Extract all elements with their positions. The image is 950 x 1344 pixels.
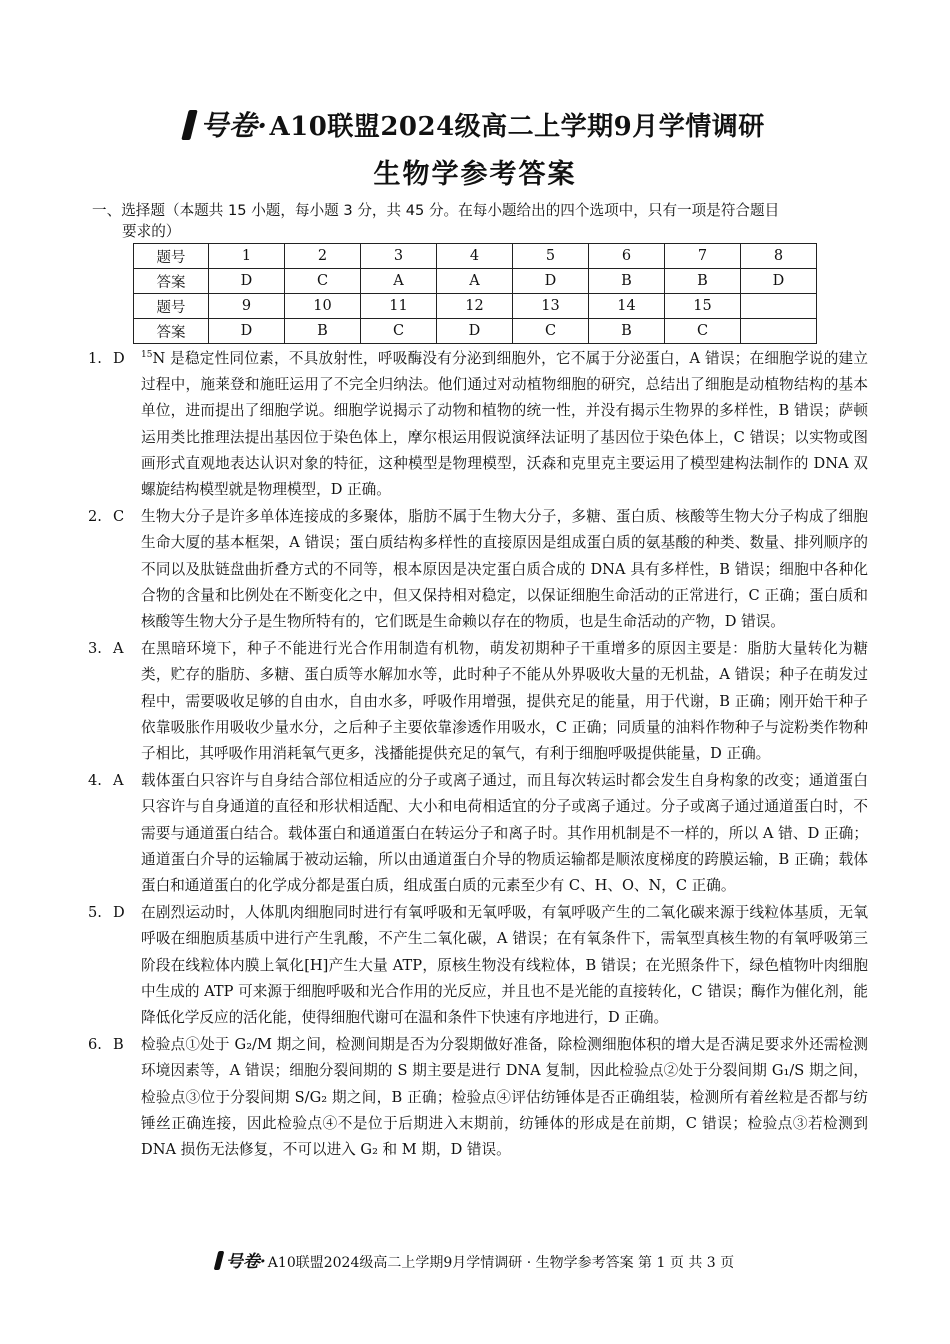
explanation-item xyxy=(88,504,868,635)
item-explanation-text: 检验点①处于 G₂/M 期之间，检测间期是否为分裂期做好准备，除检测细胞体积的增大是否满足要求外还需检测环境因素等，A 错误；细胞分裂间期的 S 期主要是进行 DNA 复制，因此检验点②处于分裂间期 G₁/S 期之间，检验点③位于分裂间期 S/G₂ 期之间，B 正确；检验点④评估纺锤体是否正确组装，检测所有着丝粒是否都与纺锤丝正确连接，因此检验点④不是位于后期进入末期前，纺锤体的形成是在前期，C 错误；检验点③若检测到 DNA 损伤无法修复，不可以进入 G₂ 和 M 期，D 错误。 xyxy=(141,1036,868,1159)
explanation-item xyxy=(88,900,868,1031)
question-number-row xyxy=(134,244,817,269)
item-number: 4. xyxy=(88,772,102,790)
item-explanation-text: 在黑暗环境下，种子不能进行光合作用制造有机物，萌发初期种子干重增多的原因主要是：脂肪大量转化为糖类，贮存的脂肪、多糖、蛋白质等水解加水等，此时种子不能从外界吸收大量的无机盐，A 错误；种子在萌发过程中，需要吸收足够的自由水，自由水多，呼吸作用增强，提供充足的能量，用于代谢，B 正确；刚开始干种子依靠吸胀作用吸收少量水分，之后种子主要依靠渗透作用吸水，C 正确；同质量的油料作物种子与淀粉类作物种子相比，其呼吸作用消耗氧气更多，浅播能提供充足的氧气，有利于细胞呼吸提供能量，D 正确。 xyxy=(141,640,868,763)
section-heading xyxy=(92,200,872,242)
document-title xyxy=(0,104,950,144)
item-number: 5. xyxy=(88,904,102,922)
question-number-cell: 2 xyxy=(285,244,361,269)
page-footer xyxy=(0,1247,950,1272)
answer-cell: A xyxy=(437,269,513,294)
item-number: 3. xyxy=(88,640,102,658)
answer-cell: C xyxy=(665,319,741,344)
answer-cell: C xyxy=(285,269,361,294)
answer-cell: D xyxy=(513,269,589,294)
answer-cell: D xyxy=(437,319,513,344)
question-number-cell: 4 xyxy=(437,244,513,269)
question-number-cell: 5 xyxy=(513,244,589,269)
explanation-item xyxy=(88,768,868,899)
question-number-row-label: 题号 xyxy=(134,294,209,319)
item-explanation-text: N 是稳定性同位素，不具放射性，呼吸酶没有分泌到细胞外，它不属于分泌蛋白，A 错误；在细胞学说的建立过程中，施莱登和施旺运用了不完全归纳法。他们通过对动植物细胞的研究，总结出了细胞是动植物结构的基本单位，进而提出了细胞学说。细胞学说揭示了动物和植物的统一性，并没有揭示生物界的多样性，B 错误；萨顿运用类比推理法提出基因位于染色体上，摩尔根运用假说演绎法证明了基因位于染色体上，C 错误；以实物或图画形式直观地表达认识对象的特征，这种模型是物理模型，沃森和克里克主要运用了模型建构法制作的 DNA 双螺旋结构模型就是物理模型，D 正确。 xyxy=(141,350,868,499)
question-number-row-label: 题号 xyxy=(134,244,209,269)
answer-table xyxy=(133,243,817,344)
answer-cell: B xyxy=(665,269,741,294)
question-number-cell: 13 xyxy=(513,294,589,319)
answer-cell: D xyxy=(209,269,285,294)
answer-cell xyxy=(741,319,817,344)
brand-logo-mark xyxy=(181,110,197,140)
question-number-cell: 6 xyxy=(589,244,665,269)
footer-brand: 号卷· xyxy=(225,1252,266,1272)
question-number-cell: 14 xyxy=(589,294,665,319)
item-answer: A xyxy=(113,772,124,790)
question-number-row xyxy=(134,294,817,319)
answer-cell: A xyxy=(361,269,437,294)
item-answer: D xyxy=(113,350,125,367)
item-number: 6. xyxy=(88,1036,102,1054)
question-number-cell: 7 xyxy=(665,244,741,269)
question-number-cell: 8 xyxy=(741,244,817,269)
item-answer: B xyxy=(113,1036,124,1054)
answer-cell: D xyxy=(741,269,817,294)
question-number-cell: 15 xyxy=(665,294,741,319)
explanation-item xyxy=(88,346,868,503)
item-number: 1. xyxy=(88,350,102,367)
question-number-cell: 12 xyxy=(437,294,513,319)
question-number-cell: 11 xyxy=(361,294,437,319)
item-answer: D xyxy=(113,904,125,922)
isotope-superscript: 15 xyxy=(141,350,153,361)
item-answer: C xyxy=(113,508,125,526)
answer-cell: C xyxy=(513,319,589,344)
item-explanation-text: 载体蛋白只容许与自身结合部位相适应的分子或离子通过，而且每次转运时都会发生自身构象的改变；通道蛋白只容许与自身通道的直径和形状相适配、大小和电荷相适宜的分子或离子通过。分子或离子通过通道蛋白时，不需要与通道蛋白结合。载体蛋白和通道蛋白在转运分子和离子时。其作用机制是不一样的，所以 A 错、D 正确；通道蛋白介导的运输属于被动运输，所以由通道蛋白介导的物质运输都是顺浓度梯度的跨膜运输，B 正确；载体蛋白和通道蛋白的化学成分都是蛋白质，组成蛋白质的元素至少有 C、H、O、N，C 正确。 xyxy=(141,772,868,895)
explanation-item xyxy=(88,636,868,767)
item-answer: A xyxy=(113,640,124,658)
brand-logo: 号卷· xyxy=(200,109,268,142)
answer-row xyxy=(134,269,817,294)
answer-cell: C xyxy=(361,319,437,344)
answer-row xyxy=(134,319,817,344)
question-number-cell xyxy=(741,294,817,319)
section-heading-line1: 一、选择题（本题共 15 小题，每小题 3 分，共 45 分。在每小题给出的四个选项中，只有一项是符合题目 xyxy=(92,202,780,219)
answer-row-label: 答案 xyxy=(134,269,209,294)
explanations-list xyxy=(88,346,868,1164)
answer-cell: B xyxy=(285,319,361,344)
item-explanation-text: 生物大分子是许多单体连接成的多聚体，脂肪不属于生物大分子，多糖、蛋白质、核酸等生物大分子构成了细胞生命大厦的基本框架，A 错误；蛋白质结构多样性的直接原因是组成蛋白质的氨基酸的种类、数量、排列顺序的不同以及肽链盘曲折叠方式的不同等，根本原因是决定蛋白质合成的 DNA 具有多样性，B 错误；细胞中各种化合物的含量和比例处在不断变化之中，但又保持相对稳定，以保证细胞生命活动的正常进行，C 正确；蛋白质和核酸等生物大分子是生物所特有的，它们既是生命赖以存在的物质，也是生命活动的产物，D 错误。 xyxy=(141,508,868,631)
document-subtitle: 生物学参考答案 xyxy=(373,159,577,190)
question-number-cell: 10 xyxy=(285,294,361,319)
explanation-item xyxy=(88,1032,868,1163)
answer-cell: B xyxy=(589,319,665,344)
question-number-cell: 3 xyxy=(361,244,437,269)
footer-logo-mark xyxy=(214,1251,225,1270)
item-number: 2. xyxy=(88,508,102,526)
question-number-cell: 9 xyxy=(209,294,285,319)
footer-text: A10联盟2024级高二上学期9月学情调研 · 生物学参考答案 第 1 页 共 3 页 xyxy=(267,1255,735,1271)
section-heading-line2: 要求的） xyxy=(122,223,181,240)
title-text: A10联盟2024级高二上学期9月学情调研 xyxy=(269,112,765,142)
answer-cell: B xyxy=(589,269,665,294)
item-explanation-text: 在剧烈运动时，人体肌肉细胞同时进行有氧呼吸和无氧呼吸，有氧呼吸产生的二氧化碳来源于线粒体基质，无氧呼吸在细胞质基质中进行产生乳酸，不产生二氧化碳，A 错误；在有氧条件下，需氧型真核生物的有氧呼吸第三阶段在线粒体内膜上氧化[H]产生大量 ATP，原核生物没有线粒体，B 错误；在光照条件下，绿色植物叶肉细胞中生成的 ATP 可来源于细胞呼吸和光合作用的光反应，并且也不是光能的直接转化，C 错误；酶作为催化剂，能降低化学反应的活化能，使得细胞代谢可在温和条件下快速有序地进行，D 正确。 xyxy=(141,904,868,1027)
answer-cell: D xyxy=(209,319,285,344)
answer-row-label: 答案 xyxy=(134,319,209,344)
question-number-cell: 1 xyxy=(209,244,285,269)
